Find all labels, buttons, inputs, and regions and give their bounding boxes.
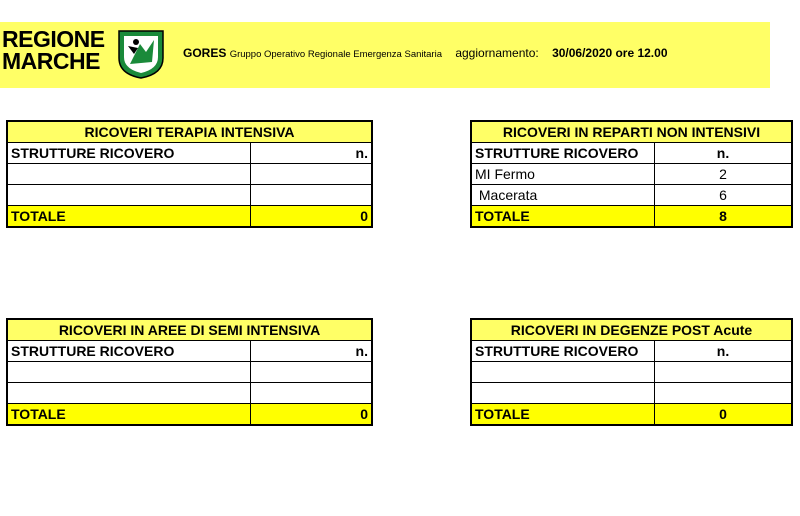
row-structure-name [7, 185, 251, 206]
total-value: 0 [251, 404, 373, 426]
column-header-structure: STRUTTURE RICOVERO [471, 143, 655, 164]
row-structure-name: Macerata [471, 185, 655, 206]
row-count: 2 [655, 164, 793, 185]
table-row [7, 185, 372, 206]
update-label: aggiornamento: [455, 46, 539, 60]
update-timestamp: 30/06/2020 ore 12.00 [552, 46, 668, 60]
column-header-count: n. [655, 143, 793, 164]
table-row [7, 164, 372, 185]
total-label: TOTALE [471, 404, 655, 426]
total-label: TOTALE [471, 206, 655, 228]
row-structure-name [7, 164, 251, 185]
total-value: 8 [655, 206, 793, 228]
row-count [251, 362, 373, 383]
row-structure-name [471, 362, 655, 383]
table-reparti-non-intensivi [470, 120, 793, 228]
total-label: TOTALE [7, 206, 251, 228]
column-header-count: n. [655, 341, 793, 362]
column-header-structure: STRUTTURE RICOVERO [471, 341, 655, 362]
table-title: RICOVERI IN REPARTI NON INTENSIVI [471, 121, 792, 143]
table-row [471, 362, 792, 383]
column-header-count: n. [251, 341, 373, 362]
region-emblem-icon [116, 28, 166, 80]
org-full-name: Gruppo Operativo Regionale Emergenza Sanitaria [229, 49, 442, 60]
table-title: RICOVERI IN AREE DI SEMI INTENSIVA [7, 319, 372, 341]
table-row [7, 383, 372, 404]
row-count: 6 [655, 185, 793, 206]
header-banner [0, 22, 770, 88]
row-count [251, 185, 373, 206]
row-count [655, 362, 793, 383]
logo-line-2: MARCHE [2, 48, 100, 74]
row-structure-name: MI Fermo [471, 164, 655, 185]
table-semi-intensiva [6, 318, 373, 426]
header-info [183, 46, 668, 60]
column-header-count: n. [251, 143, 373, 164]
table-terapia-intensiva [6, 120, 373, 228]
table-row [7, 362, 372, 383]
row-count [251, 164, 373, 185]
row-structure-name [7, 362, 251, 383]
row-structure-name [7, 383, 251, 404]
table-title: RICOVERI IN DEGENZE POST Acute [471, 319, 792, 341]
column-header-structure: STRUTTURE RICOVERO [7, 143, 251, 164]
row-count [655, 383, 793, 404]
row-structure-name [471, 383, 655, 404]
total-value: 0 [251, 206, 373, 228]
logo-line-1: REGIONE [2, 26, 105, 52]
table-row [471, 185, 792, 206]
table-post-acute [470, 318, 793, 426]
table-row [471, 164, 792, 185]
table-row [471, 383, 792, 404]
column-header-structure: STRUTTURE RICOVERO [7, 341, 251, 362]
org-short-name: GORES [183, 46, 227, 60]
total-label: TOTALE [7, 404, 251, 426]
region-logo-text [2, 28, 105, 72]
row-count [251, 383, 373, 404]
table-title: RICOVERI TERAPIA INTENSIVA [7, 121, 372, 143]
total-value: 0 [655, 404, 793, 426]
